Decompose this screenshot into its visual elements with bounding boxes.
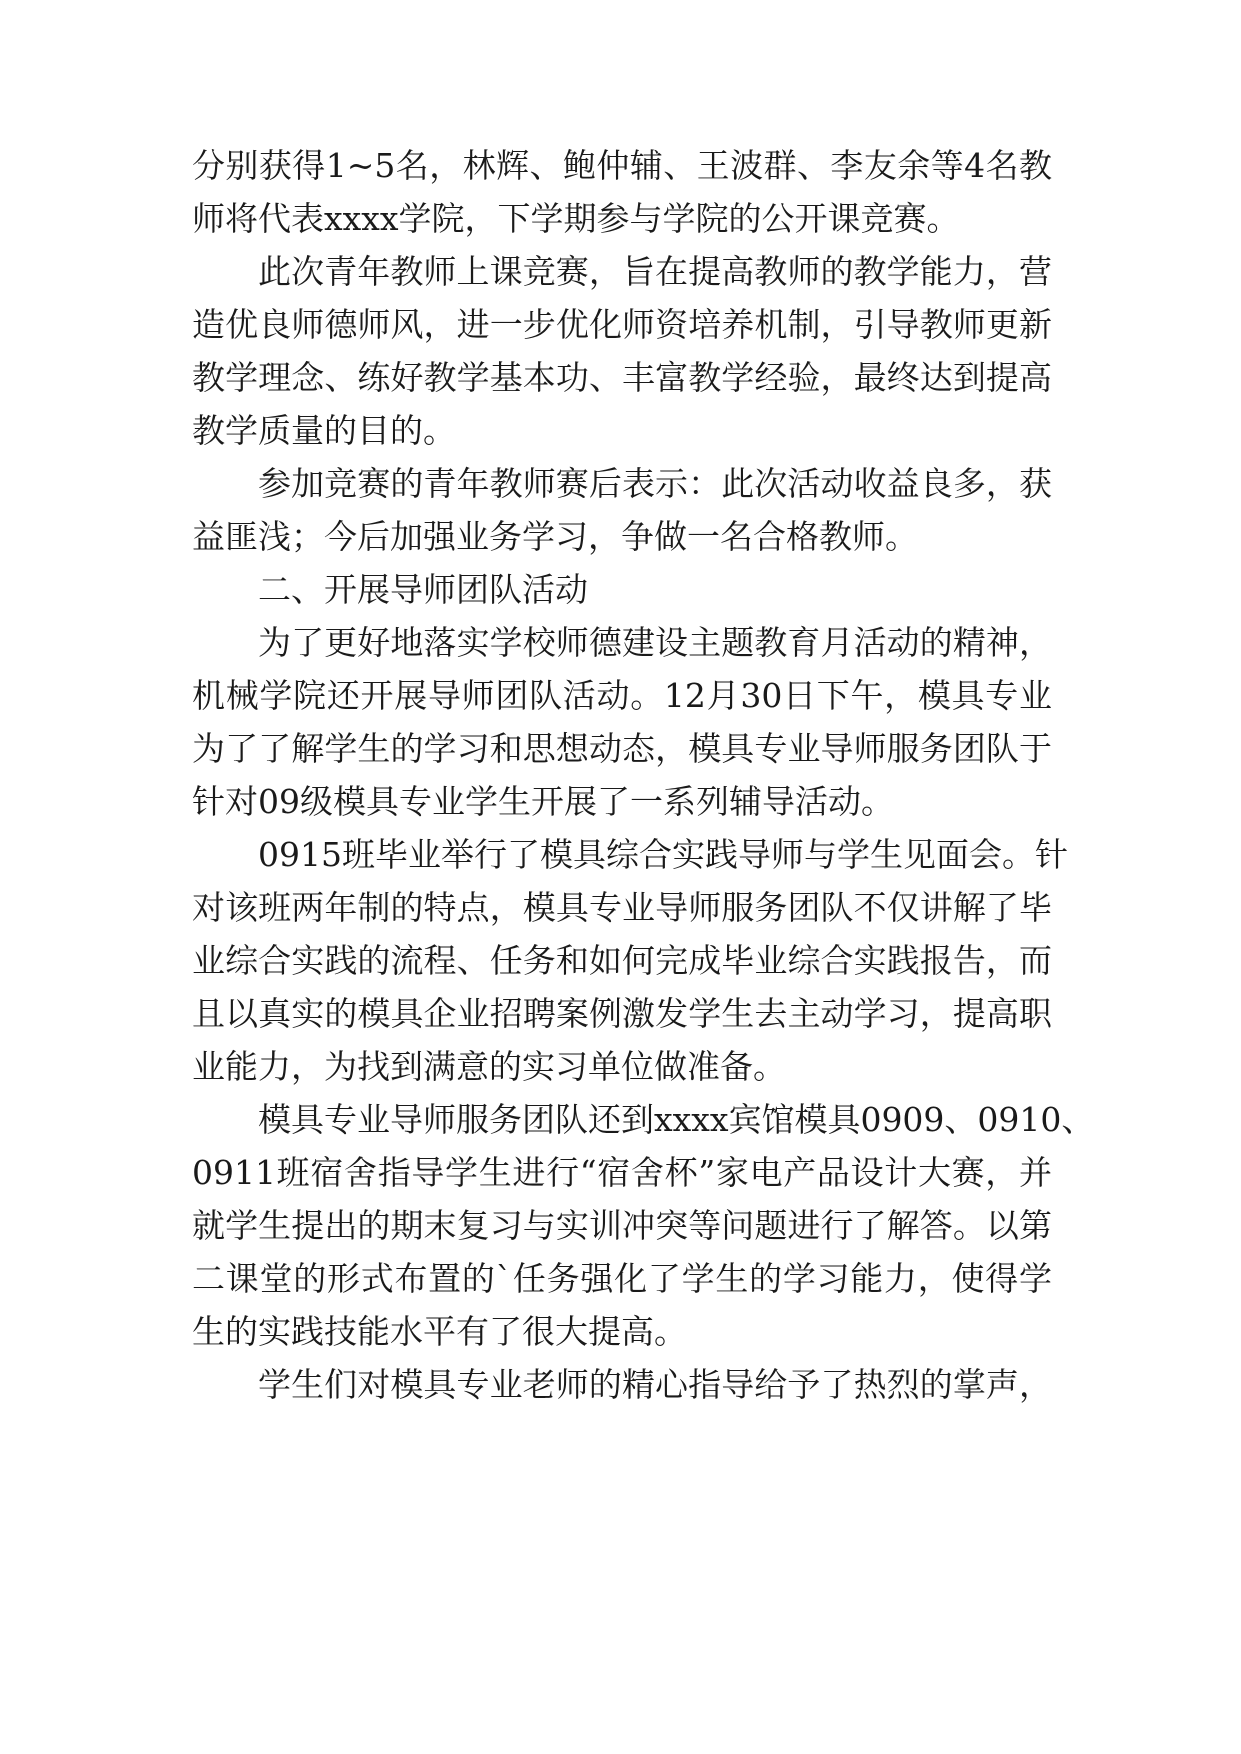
text-line: 造优良师德师风，进一步优化师资培养机制，引导教师更新 — [192, 305, 1052, 344]
text-line: 业综合实践的流程、任务和如何完成毕业综合实践报告，而 — [192, 941, 1052, 980]
text-line: 机械学院还开展导师团队活动。12月30日下午，模具专业 — [192, 676, 1052, 715]
text-line: 为了更好地落实学校师德建设主题教育月活动的精神， — [258, 623, 1052, 662]
text-line: 0911班宿舍指导学生进行“宿舍杯”家电产品设计大赛，并 — [192, 1153, 1052, 1192]
text-line: 分别获得1~5名，林辉、鲍仲辅、王波群、李友余等4名教 — [192, 146, 1052, 185]
text-line: 学生们对模具专业老师的精心指导给予了热烈的掌声， — [258, 1365, 1052, 1404]
text-line: 为了了解学生的学习和思想动态，模具专业导师服务团队于 — [192, 729, 1052, 768]
text-line: 针对09级模具专业学生开展了一系列辅导活动。 — [192, 782, 894, 821]
text-line: 业能力，为找到满意的实习单位做准备。 — [192, 1047, 786, 1086]
text-line: 益匪浅；今后加强业务学习，争做一名合格教师。 — [192, 517, 918, 556]
text-line: 生的实践技能水平有了很大提高。 — [192, 1312, 687, 1351]
text-line: 参加竞赛的青年教师赛后表示：此次活动收益良多，获 — [258, 464, 1052, 503]
text-line: 教学质量的目的。 — [192, 411, 456, 450]
text-line: 模具专业导师服务团队还到xxxx宾馆模具0909、0910、 — [258, 1100, 1095, 1139]
text-line: 对该班两年制的特点，模具专业导师服务团队不仅讲解了毕 — [192, 888, 1052, 927]
text-line: 且以真实的模具企业招聘案例激发学生去主动学习，提高职 — [192, 994, 1052, 1033]
section-heading: 二、开展导师团队活动 — [258, 570, 588, 609]
text-line: 此次青年教师上课竞赛，旨在提高教师的教学能力，营 — [258, 252, 1052, 291]
text-line: 教学理念、练好教学基本功、丰富教学经验，最终达到提高 — [192, 358, 1052, 397]
text-line: 师将代表xxxx学院，下学期参与学院的公开课竞赛。 — [192, 199, 960, 238]
text-line: 就学生提出的期末复习与实训冲突等问题进行了解答。以第 — [192, 1206, 1052, 1245]
text-line: 0915班毕业举行了模具综合实践导师与学生见面会。针 — [258, 835, 1068, 874]
text-line: 二课堂的形式布置的`任务强化了学生的学习能力，使得学 — [192, 1259, 1052, 1298]
